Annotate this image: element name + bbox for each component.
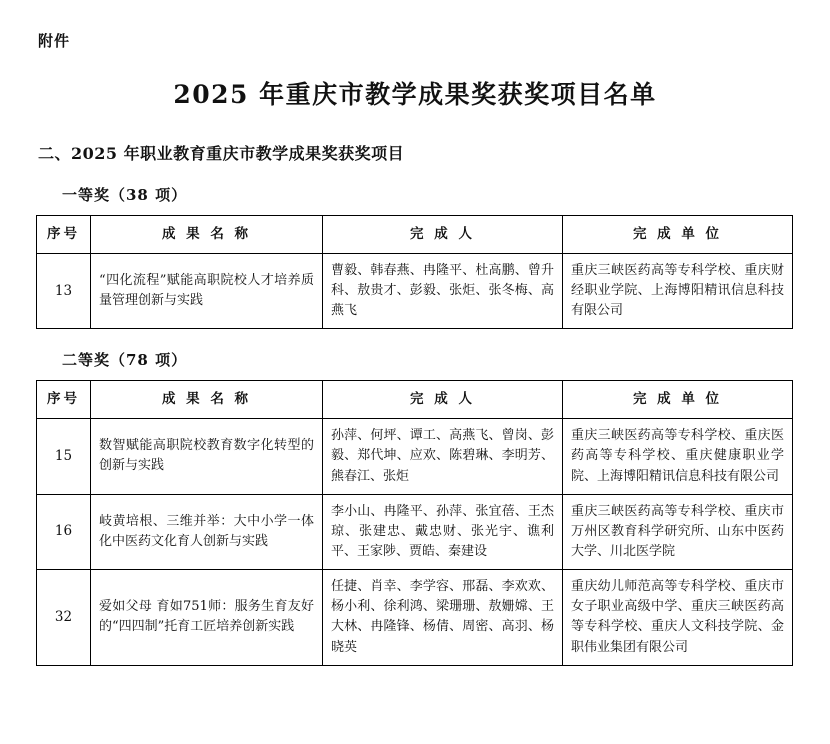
page-title: 2025 年重庆市教学成果奖获奖项目名单 [173,80,657,109]
cell-no: 13 [37,253,91,328]
cell-unit: 重庆三峡医药高等专科学校、重庆财经职业学院、上海博阳精讯信息科技有限公司 [563,253,793,328]
table-row [37,419,793,494]
award-table-second [36,380,793,665]
column-header-name: 成 果 名 称 [91,381,323,419]
cell-no: 16 [37,494,91,569]
cell-participants: 孙萍、何坪、谭工、高燕飞、曾岗、彭毅、郑代坤、应欢、陈碧琳、李明芳、熊春江、张炬 [323,419,563,494]
table-row [37,253,793,328]
table-row [37,570,793,666]
attachment-label: 附件 [38,32,71,50]
section-heading: 二、2025 年职业教育重庆市教学成果奖获奖项目 [38,144,405,163]
cell-achievement-name: “四化流程”赋能高职院校人才培养质量管理创新与实践 [91,253,323,328]
cell-achievement-name: 爱如父母 育如751师：服务生育友好的“四四制”托育工匠培养创新实践 [91,570,323,666]
cell-participants: 曹毅、韩春燕、冉隆平、杜高鹏、曾升科、敖贵才、彭毅、张炬、张冬梅、高燕飞 [323,253,563,328]
column-header-unit: 完 成 单 位 [563,216,793,254]
column-header-no: 序号 [37,381,91,419]
table-header-row [37,381,793,419]
column-header-people: 完 成 人 [323,216,563,254]
award-table-first [36,215,793,329]
cell-no: 15 [37,419,91,494]
cell-achievement-name: 数智赋能高职院校教育数字化转型的创新与实践 [91,419,323,494]
cell-participants: 任捷、肖幸、李学容、邢磊、李欢欢、杨小利、徐利鸿、梁珊珊、敖姗嫦、王大林、冉隆锋、杨倩、周密、高羽、杨晓英 [323,570,563,666]
table-header-row [37,216,793,254]
cell-participants: 李小山、冉隆平、孙萍、张宜蓓、王杰琼、张建忠、戴忠财、张光宇、谯利平、王家陟、贾皓、秦建设 [323,494,563,569]
cell-achievement-name: 岐黄培根、三维并举：大中小学一体化中医药文化育人创新与实践 [91,494,323,569]
cell-unit: 重庆三峡医药高等专科学校、重庆医药高等专科学校、重庆健康职业学院、上海博阳精讯信息科技有限公司 [563,419,793,494]
column-header-name: 成 果 名 称 [91,216,323,254]
column-header-unit: 完 成 单 位 [563,381,793,419]
table-row [37,494,793,569]
award-heading-second: 二等奖（78 项） [62,351,188,370]
award-heading-first: 一等奖（38 项） [62,186,188,204]
cell-unit: 重庆三峡医药高等专科学校、重庆市万州区教育科学研究所、山东中医药大学、川北医学院 [563,494,793,569]
column-header-people: 完 成 人 [323,381,563,419]
column-header-no: 序号 [37,216,91,254]
cell-unit: 重庆幼儿师范高等专科学校、重庆市女子职业高级中学、重庆三峡医药高等专科学校、重庆人文科技学院、金职伟业集团有限公司 [563,570,793,666]
cell-no: 32 [37,570,91,666]
